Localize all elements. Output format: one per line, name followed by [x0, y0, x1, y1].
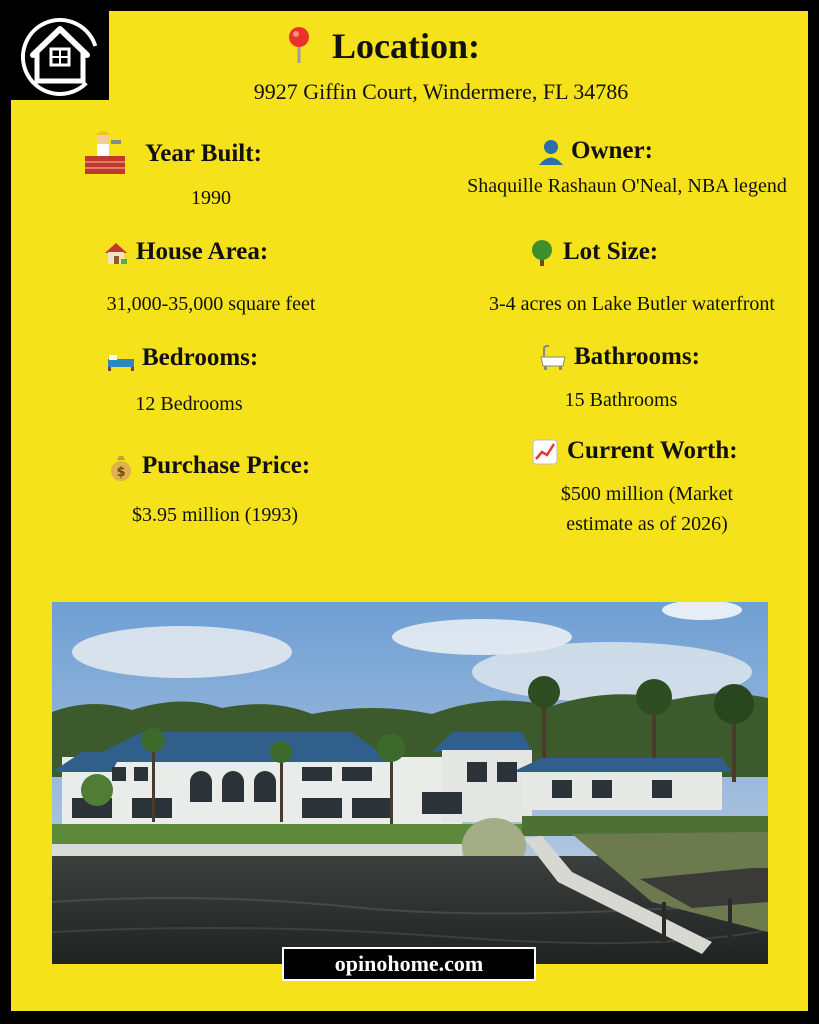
year-built-label: Year Built: [145, 140, 262, 167]
purchase-price-heading [109, 452, 329, 484]
house-icon [103, 240, 129, 266]
house-area-value: 31,000-35,000 square feet [106, 293, 316, 315]
money-bag-icon [109, 454, 133, 482]
house-area-label: House Area: [136, 238, 269, 265]
site-url-badge[interactable]: opinohome.com [282, 947, 536, 981]
person-silhouette-icon [537, 138, 565, 166]
owner-heading [537, 137, 697, 169]
lot-size-value: 3-4 acres on Lake Butler waterfront [489, 293, 775, 315]
tree-icon [529, 239, 555, 267]
current-worth-label: Current Worth: [567, 437, 738, 464]
location-label: Location: [332, 26, 480, 66]
bathrooms-label: Bathrooms: [574, 343, 700, 370]
owner-value: Shaquille Rashaun O'Neal, NBA legend [467, 175, 787, 197]
house-area-heading [103, 238, 303, 270]
bedrooms-label: Bedrooms: [142, 344, 259, 371]
location-heading [286, 25, 546, 69]
mansion-lakefront-photo [52, 602, 768, 964]
bed-icon [107, 350, 135, 372]
lot-size-heading [529, 238, 689, 270]
purchase-price-value: $3.95 million (1993) [131, 504, 299, 526]
year-built-heading [81, 126, 321, 180]
svg-text:$: $ [116, 465, 126, 480]
year-built-value: 1990 [191, 187, 231, 209]
construction-worker-icon [81, 126, 129, 178]
current-worth-value: $500 million (Market estimate as of 2026) [560, 483, 734, 535]
bedrooms-value: 12 Bedrooms [135, 393, 243, 415]
bedrooms-heading [107, 344, 287, 376]
site-logo[interactable] [11, 11, 109, 100]
bathrooms-heading [539, 343, 719, 375]
current-worth-heading [532, 437, 742, 469]
purchase-price-label: Purchase Price: [142, 452, 311, 479]
owner-label: Owner: [571, 137, 653, 164]
lot-size-label: Lot Size: [563, 238, 659, 265]
bathtub-icon [539, 345, 567, 371]
chart-up-icon [532, 439, 558, 465]
bathrooms-value: 15 Bathrooms [564, 389, 678, 411]
pin-icon [286, 25, 312, 65]
location-value: 9927 Giffin Court, Windermere, FL 34786 [253, 79, 629, 104]
home-logo-icon [11, 11, 109, 100]
mansion-photo [52, 602, 768, 964]
